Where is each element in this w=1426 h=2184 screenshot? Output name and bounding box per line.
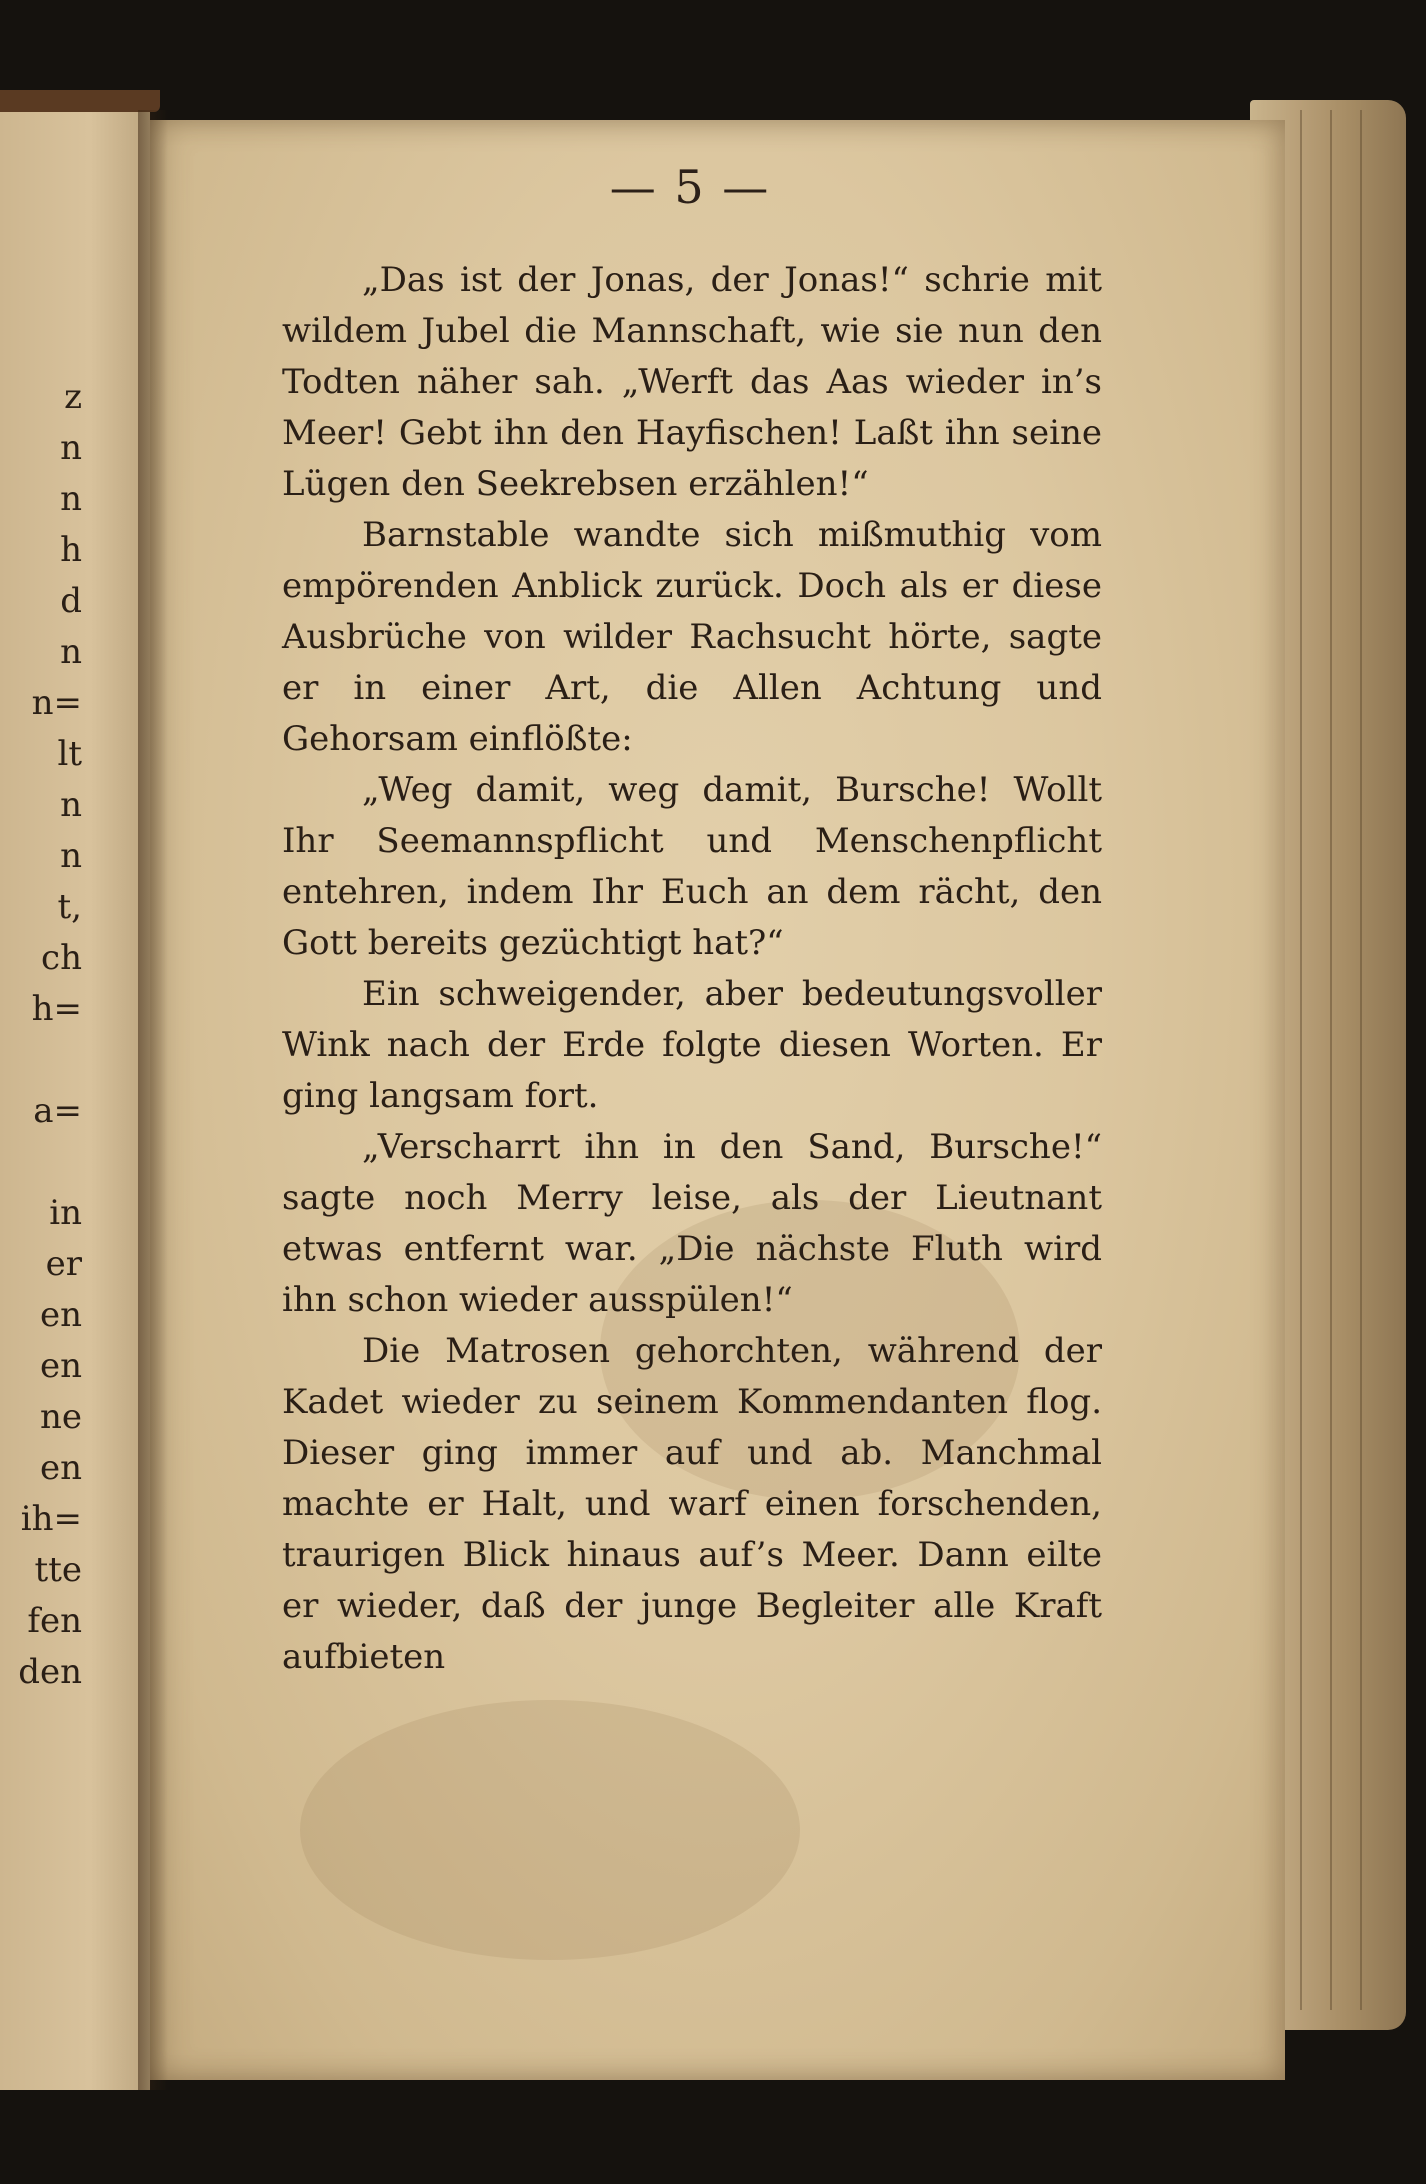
page-edge-line: [1330, 110, 1332, 2010]
left-page-fragment: h=: [31, 989, 82, 1029]
left-page-fragment: t,: [57, 887, 82, 927]
page-number: — 5 —: [609, 160, 771, 214]
left-page-fragment: in: [49, 1193, 82, 1233]
left-page-fragment: n: [60, 836, 82, 876]
left-page-fragment: en: [39, 1346, 82, 1386]
left-page-fragment: [2, 1137, 82, 1188]
left-page-fragment: ih=: [20, 1499, 82, 1539]
book-cover-edge: [0, 90, 160, 112]
left-page-fragment: a=: [33, 1091, 82, 1131]
left-page-text-fragments: [2, 372, 82, 1698]
book-gutter: [138, 110, 168, 2090]
left-page-fragment: ch: [41, 938, 82, 978]
paragraph: Die Matrosen gehorchten, während der Kadet wieder zu seinem Kommendanten flog. Dieser ging immer auf und ab. Manchmal machte er Halt, und warf einen forschenden, traurigen Blick hinaus auf’s Meer. Dann eilte er wieder, daß der junge Begleiter alle Kraft aufbieten: [282, 1331, 1102, 1677]
left-page-fragment: d: [60, 581, 82, 621]
paragraph: Ein schweigender, aber bedeutungsvoller Wink nach der Erde folgte diesen Worten. Er ging langsam fort.: [282, 974, 1102, 1116]
left-page-fragment: n: [60, 785, 82, 825]
left-page-fragment: h: [60, 530, 82, 570]
left-page-fragment: n: [60, 479, 82, 519]
left-page-fragment: n=: [31, 683, 82, 723]
left-page-fragment: tte: [34, 1550, 82, 1590]
left-page-fragment: fen: [27, 1601, 82, 1641]
page-body-text: [282, 255, 1102, 1683]
left-page-fragment: den: [18, 1652, 82, 1692]
left-page-fragment: er: [45, 1244, 82, 1284]
left-page-fragment: z: [64, 377, 82, 417]
left-page-fragment: en: [39, 1448, 82, 1488]
paragraph: „Verscharrt ihn in den Sand, Bursche!“ sagte noch Merry leise, als der Lieutnant etwas entfernt war. „Die nächste Fluth wird ihn schon wieder ausspülen!“: [282, 1127, 1102, 1320]
left-page-fragment: lt: [57, 734, 82, 774]
left-page-fragment: n: [60, 428, 82, 468]
paragraph: „Das ist der Jonas, der Jonas!“ schrie mit wildem Jubel die Mannschaft, wie sie nun den Todten näher sah. „Werft das Aas wieder in’s Meer! Gebt ihn den Hayfischen! Laßt ihn seine Lügen den Seekrebsen erzählen!“: [282, 260, 1102, 504]
left-page-fragment: [2, 1035, 82, 1086]
paragraph: „Weg damit, weg damit, Bursche! Wollt Ihr Seemannspflicht und Menschenpflicht entehren, indem Ihr Euch an dem rächt, den Gott bereits gezüchtigt hat?“: [282, 770, 1102, 963]
paragraph: Barnstable wandte sich mißmuthig vom empörenden Anblick zurück. Doch als er diese Ausbrüche von wilder Rachsucht hörte, sagte er in einer Art, die Allen Achtung und Gehorsam einflößte:: [282, 515, 1102, 759]
left-page-fragment: n: [60, 632, 82, 672]
page-edge-line: [1300, 110, 1302, 2010]
left-page-fragment: en: [39, 1295, 82, 1335]
paper-stain: [300, 1700, 800, 1960]
page-edge-line: [1360, 110, 1362, 2010]
left-page-fragment: ne: [39, 1397, 82, 1437]
